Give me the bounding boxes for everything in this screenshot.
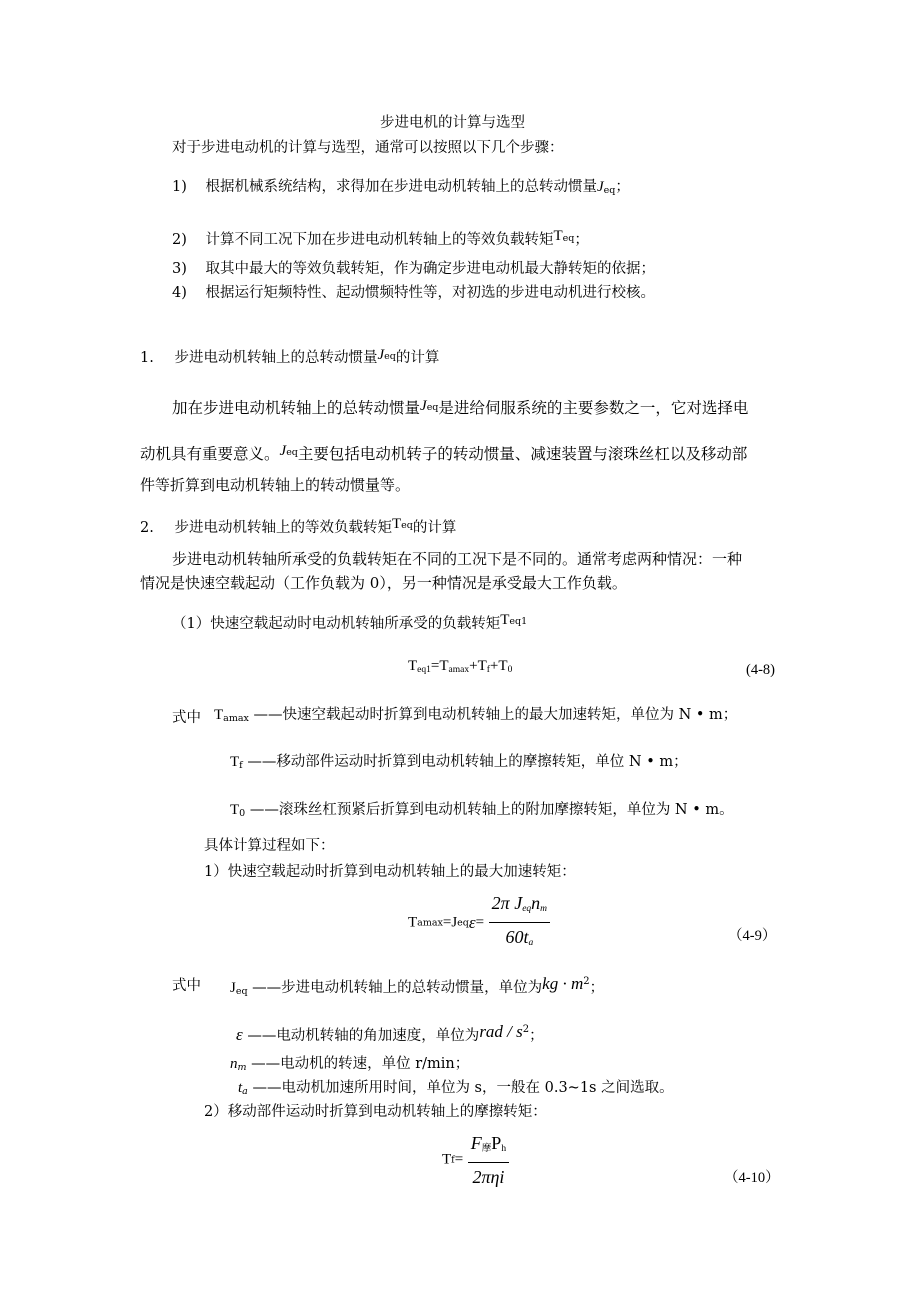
- symbol: T: [553, 228, 563, 244]
- equation-number: (4-8): [746, 662, 775, 678]
- subscript: eq: [603, 185, 616, 196]
- heading-text: 步进电动机转轴上的总转动惯量: [174, 350, 378, 366]
- subscript: eq: [426, 402, 439, 413]
- where-label: 式中: [172, 710, 201, 726]
- case-text: （1）快速空载起动时电动机转轴所承受的负载转矩: [172, 616, 501, 632]
- subscript: eq: [286, 447, 298, 458]
- where-item-tf: $T_f$ ——移动部件运动时折算到电动机转轴上的摩擦转矩，单位 N • m；: [230, 754, 688, 771]
- symbol: T: [391, 516, 402, 532]
- symbol: J: [597, 179, 604, 195]
- definition-text: ——电动机加速所用时间，单位为 s，一般在 0.3~1s 之间选取。: [252, 1080, 674, 1096]
- def-ta: $t_a$ ——电动机加速所用时间，单位为 s，一般在 0.3~1s 之间选取。: [238, 1080, 674, 1097]
- para-text: 是进给伺服系统的主要参数之一，它对选择电: [438, 399, 749, 417]
- definition-text: ——快速空载起动时折算到电动机转轴上的最大加速转矩，单位为 N • m；: [253, 707, 738, 723]
- equation-number: （4-10）: [724, 1170, 780, 1186]
- heading-text: 的计算: [395, 350, 440, 366]
- section-2-para-line-1: 步进电动机转轴所承受的负载转矩在不同的工况下是不同的。通常考虑两种情况：一种: [172, 550, 743, 568]
- step-number: 3): [172, 261, 187, 277]
- step-tail: ；: [615, 179, 630, 195]
- step-1: [172, 177, 630, 201]
- step-text: 根据运行矩频特性、起动惯频特性等，对初选的步进电动机进行校核。: [205, 285, 655, 301]
- step-text: 取其中最大的等效负载转矩，作为确定步进电动机最大静转矩的依据；: [205, 261, 655, 277]
- step-3: [172, 259, 655, 279]
- def-epsilon: ε ——电动机转轴的角加速度，单位为rad / $s^2$；: [236, 1022, 544, 1044]
- where-item-t0: $T_0$ ——滚珠丝杠预紧后折算到电动机转轴上的附加摩擦转矩，单位为 N • m。: [230, 802, 734, 819]
- section-1-heading: [140, 345, 439, 368]
- intro-text: 对于步进电动机的计算与选型，通常可以按照以下几个步骤：: [172, 140, 564, 156]
- definition-text: ——电动机转轴的角加速度，单位为: [247, 1028, 480, 1044]
- page-title: 步进电机的计算与选型: [380, 115, 525, 131]
- para-text: 主要包括电动机转子的转动惯量、减速装置与滚珠丝杠以及移动部: [297, 445, 748, 463]
- section-1-para-line-2: [140, 441, 747, 464]
- subscript: eq: [384, 351, 396, 362]
- section-2-heading: [140, 514, 456, 538]
- symbol: J: [420, 398, 427, 414]
- def-nm: $n_m$ ——电动机的转速，单位 r/min；: [230, 1056, 470, 1073]
- detail-label: 具体计算过程如下：: [204, 838, 335, 854]
- section-1-para-line-3: 件等折算到电动机转轴上的转动惯量等。: [140, 476, 411, 494]
- subscript: eq: [401, 520, 413, 531]
- equation-number: （4-9）: [728, 928, 777, 944]
- section-number: 1.: [140, 350, 154, 366]
- definition-text: ——步进电动机转轴上的总转动惯量，单位为: [252, 980, 543, 996]
- case-1-heading: [172, 610, 527, 634]
- section-number: 2.: [140, 520, 154, 536]
- symbol: J: [377, 347, 385, 363]
- para-text: 加在步进电动机转轴上的总转动惯量: [172, 399, 421, 417]
- fraction: $\frac{F_摩P_h}{\text{2πηi}}$: [468, 1132, 509, 1188]
- step-2: [172, 226, 589, 250]
- equation-4-10: Tf= $\frac{F_摩P_h}{\text{2πηi}}$: [442, 1132, 509, 1188]
- equation-4-9: Tamax=Jeqε= $\frac{2\pi J_{eq}n_m}{60t_a}$: [408, 892, 550, 954]
- step-number: 2): [172, 232, 187, 248]
- step-number: 1): [172, 179, 187, 195]
- symbol: T: [500, 612, 510, 628]
- where-item-tamax: $T_{amax}$ ——快速空载起动时折算到电动机转轴上的最大加速转矩，单位为 N • m；: [214, 707, 738, 724]
- calc-step-2: 2）移动部件运动时折算到电动机转轴上的摩擦转矩：: [204, 1104, 547, 1120]
- equation-4-8: $T_{eq1}=T_{amax}+T_f+T_0$: [408, 658, 513, 675]
- step-text: 根据机械系统结构，求得加在步进电动机转轴上的总转动惯量: [205, 179, 597, 195]
- subscript: eq: [562, 233, 575, 244]
- section-2-para-line-2: 情况是快速空载起动（工作负载为 0），另一种情况是承受最大工作负载。: [140, 574, 627, 592]
- calc-step-1: 1）快速空载起动时折算到电动机转轴上的最大加速转矩：: [204, 864, 576, 880]
- para-text: 动机具有重要意义。: [140, 445, 280, 463]
- definition-text: ——电动机的转速，单位 r/min；: [251, 1056, 470, 1072]
- step-number: 4): [172, 285, 187, 301]
- step-4: [172, 283, 655, 303]
- step-tail: ；: [574, 232, 589, 248]
- step-text: 计算不同工况下加在步进电动机转轴上的等效负载转矩: [205, 232, 554, 248]
- where-label: 式中: [172, 978, 201, 994]
- section-1-para-line-1: [172, 396, 748, 418]
- fraction: $\frac{2\pi J_{eq}n_m}{60t_a}$: [489, 892, 550, 954]
- definition-text: ——滚珠丝杠预紧后折算到电动机转轴上的附加摩擦转矩，单位为 N • m。: [249, 802, 734, 818]
- subscript: eq1: [509, 616, 528, 627]
- symbol: J: [279, 443, 287, 459]
- definition-text: ——移动部件运动时折算到电动机转轴上的摩擦转矩，单位 N • m；: [247, 754, 688, 770]
- heading-text: 的计算: [412, 520, 457, 536]
- heading-text: 步进电动机转轴上的等效负载转矩: [174, 520, 392, 536]
- def-jeq: $J_{eq}$ ——步进电动机转轴上的总转动惯量，单位为kg · $m^2$；: [230, 974, 605, 997]
